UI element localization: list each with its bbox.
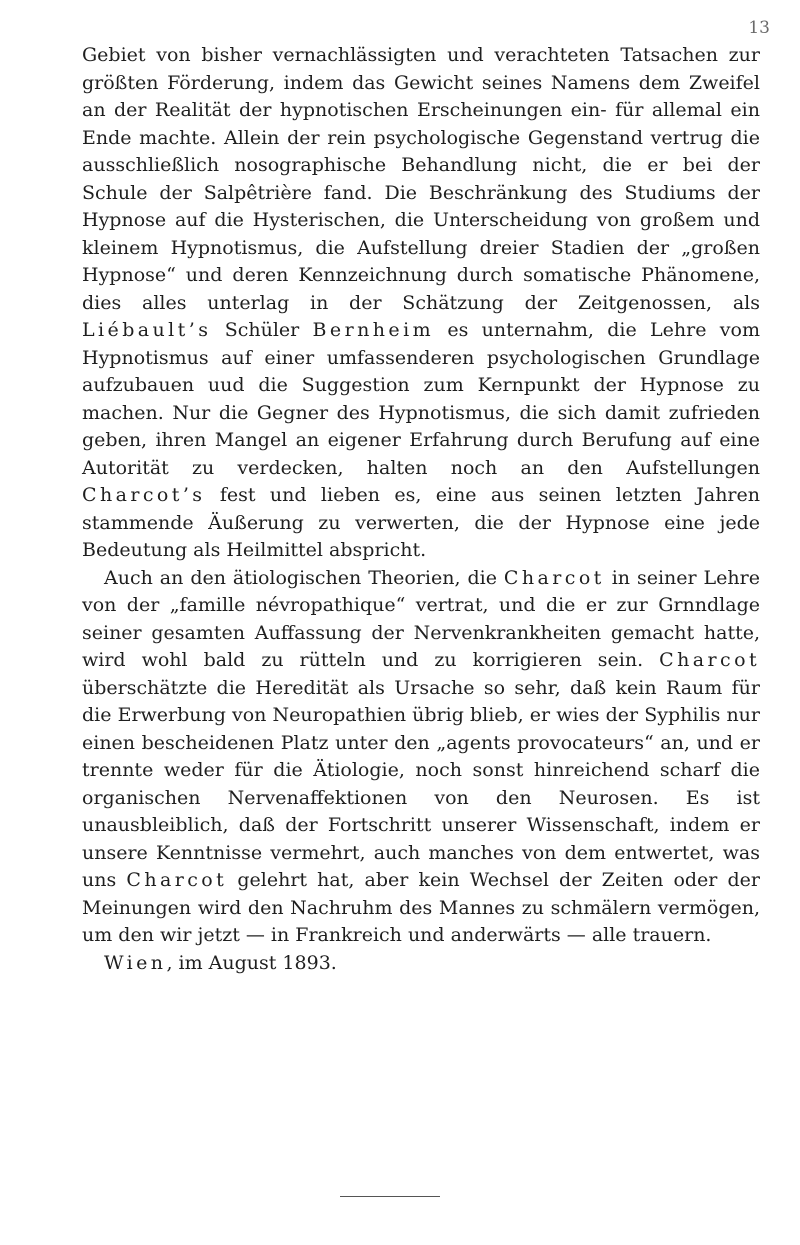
paragraph-1-part-1: Gebiet von bisher vernachlässigten und verachteten Tatsachen zur größten Förderung, indem das Gewicht seines Namens dem Zweifel an der Realität der hypnotischen Erscheinungen ein- für allemal ein Ende machte. Allein der rein psychologische Gegenstand vertrug die ausschließlich nosographische Behandlung nicht, die er bei der Schule der Salpêtrière fand. Die Beschränkung des Studiums der Hypnose auf die Hysterischen, die Unterscheidung von großem und kleinem Hypnotismus, die Aufstellung dreier Stadien der „großen Hypnose“ und deren Kennzeichnung durch somatische Phänomene, dies alles unterlag in der Schätzung der Zeitgenossen, als bbox=[82, 44, 760, 314]
paragraph-2-part-3: überschätzte die Heredität als Ursache so sehr, daß kein Raum für die Erwerbung von Neuropathien übrig blieb, er wies der Syphilis nur einen bescheidenen Platz unter den „agents provocateurs“ an, und er trennte weder für die Ätiologie, noch sonst hinreichend scharf die organischen Nervenaffektionen von den Neurosen. Es ist unausbleiblich, daß der Fortschritt unserer Wissenschaft, indem er unsere Kenntnisse vermehrt, auch manches von dem entwertet, was uns bbox=[82, 676, 760, 891]
name-charcot: Charcot bbox=[126, 869, 228, 891]
end-rule bbox=[340, 1196, 440, 1197]
paragraph-2-part-4: gelehrt hat, aber kein Wechsel der Zeiten oder der Meinungen wird den Nachruhm des Mannes zu schmälern vermögen, um den wir jetzt — in Frankreich und anderwärts — alle trauern. bbox=[82, 869, 761, 946]
paragraph-2-part-1: Auch an den ätiologischen Theorien, die bbox=[104, 566, 504, 589]
paragraph-1-part-3: es unternahm, die Lehre vom Hypnotismus auf einer umfassenderen psychologischen Grundlage aufzubauen uud die Suggestion zum Kernpunkt der Hypnose zu machen. Nur die Gegner des Hypnotismus, die sich damit zufrieden geben, ihren Mangel an eigener Erfahrung durch Berufung auf eine Autorität zu verdecken, halten noch an den Aufstellungen bbox=[82, 319, 760, 479]
page-number: 13 bbox=[748, 18, 770, 38]
paragraph-1 bbox=[82, 42, 760, 565]
name-charcot: Charcot’s bbox=[82, 484, 206, 506]
paragraph-1-part-2: Schüler bbox=[211, 319, 313, 341]
name-charcot: Charcot bbox=[659, 649, 760, 671]
name-bernheim: Bernheim bbox=[312, 319, 435, 341]
paragraph-2-part-2: in seiner Lehre von der „famille névropathique“ vertrat, und die er zur Grnndlage seiner gesamten Auffassung der Nervenkrankheiten gemacht hatte, wird wohl bald zu rütteln und zu korrigieren sein. bbox=[82, 566, 760, 671]
paragraph-2 bbox=[82, 565, 760, 950]
signature-line bbox=[82, 950, 760, 978]
signature-place: Wien bbox=[104, 951, 167, 974]
body-text bbox=[82, 42, 760, 977]
name-charcot: Charcot bbox=[503, 566, 605, 589]
signature-date: , im August 1893. bbox=[166, 951, 337, 974]
paragraph-1-part-4: fest und lieben es, eine aus seinen letzten Jahren stammende Äußerung zu verwerten, die der Hypnose eine jede Bedeutung als Heilmittel abspricht. bbox=[82, 484, 760, 561]
name-liebault: Liébault’s bbox=[82, 319, 212, 341]
